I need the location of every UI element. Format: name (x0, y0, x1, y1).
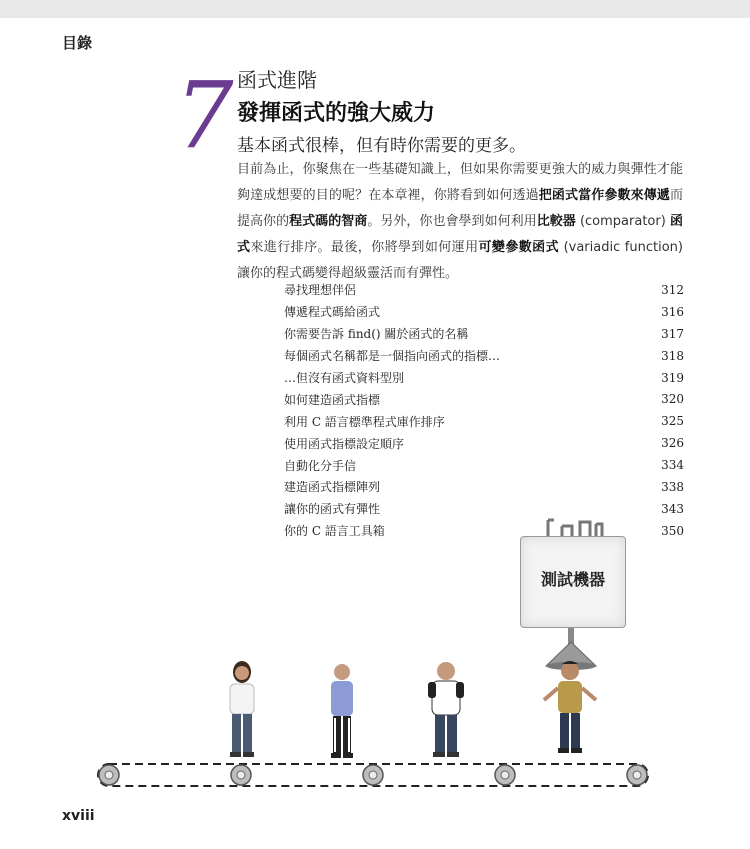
toc-entry-page: 343 (661, 501, 684, 516)
toc-entry-page: 317 (661, 326, 684, 341)
toc-entry[interactable] (284, 323, 684, 345)
toc-entry[interactable] (284, 345, 684, 367)
toc-entry[interactable] (284, 279, 684, 301)
intro-text: 而提高你的 (237, 188, 683, 229)
chapter-kicker: 函式進階 (237, 68, 317, 92)
toc-entry[interactable] (284, 388, 684, 410)
machine-label: 測試機器 (540, 570, 605, 589)
toc-entry-title: 如何建造函式指標 (284, 392, 381, 407)
toc-entry-page: 350 (661, 523, 684, 538)
running-header: 目錄 (62, 34, 93, 52)
toc-entry-title: 尋找理想伴侶 (284, 283, 357, 298)
chapter-title: 發揮函式的強大威力 (237, 101, 436, 126)
toc-entry-title: 自動化分手信 (284, 458, 357, 473)
conveyor-belt (96, 762, 650, 788)
intro-text: (variadic function) 讓你的程式碼變得超級靈活而有彈性。 (237, 240, 683, 281)
toc-entry-page: 319 (661, 370, 684, 385)
toc-entry[interactable] (284, 432, 684, 454)
toc-entry-title: 你的 C 語言工具箱 (284, 524, 385, 539)
chapter-intro (237, 157, 683, 287)
chapter-number: 7 (175, 62, 234, 169)
intro-text: 。另外，你也會學到如何利用 (367, 214, 537, 229)
chapter-subtitle: 基本函式很棒，但有時你需要的更多。 (237, 136, 526, 156)
toc-entry-title: 傳遞程式碼給函式 (284, 305, 381, 320)
testing-machine (510, 516, 640, 676)
toc-entry-page: 312 (661, 282, 684, 297)
intro-text: 來進行排序。最後，你將學到如何運用 (250, 240, 479, 255)
toc-entry[interactable] (284, 301, 684, 323)
toc-entry-title: …但沒有函式資料型別 (284, 371, 405, 385)
page-number: xviii (62, 808, 95, 824)
person-4 (540, 660, 600, 754)
toc-entry[interactable] (284, 476, 684, 498)
top-bar (0, 0, 750, 18)
person-2 (326, 662, 358, 758)
person-3 (426, 660, 466, 758)
toc-entry-title: 使用函式指標設定順序 (284, 436, 405, 451)
toc-entry-title: 讓你的函式有彈性 (284, 502, 381, 517)
toc-entry-title: 你需要告訴 find() 關於函式的名稱 (284, 327, 469, 342)
toc-entry[interactable] (284, 454, 684, 476)
intro-text: (comparator) (575, 214, 670, 229)
intro-emphasis: 程式碼的智商 (289, 214, 368, 229)
intro-text: 目前為止，你聚焦在一些基礎知識上，但如果你需要更強大的威力與彈性才能夠達成想要的目的呢？在本章裡，你將看到如何透過 (237, 162, 683, 203)
toc-entry-title: 建造函式指標陣列 (284, 480, 381, 495)
toc-entry[interactable] (284, 410, 684, 432)
toc-entry-page: 334 (661, 458, 684, 473)
toc-entry[interactable] (284, 367, 684, 389)
toc-entry-page: 320 (661, 392, 684, 407)
machine-sign (520, 536, 626, 628)
toc-entry-page: 325 (661, 414, 684, 429)
intro-emphasis: 函式 (237, 214, 683, 255)
intro-emphasis: 可變參數函式 (478, 240, 560, 255)
toc-entry-title: 每個函式名稱都是一個指向函式的指標… (284, 349, 501, 364)
intro-emphasis: 把函式當作參數來傳遞 (538, 188, 670, 203)
toc-entry-page: 338 (661, 479, 684, 494)
toc-entry-title: 利用 C 語言標準程式庫作排序 (284, 414, 445, 429)
intro-emphasis: 比較器 (536, 214, 576, 229)
toc-entry-page: 326 (661, 436, 684, 451)
person-1 (222, 660, 262, 758)
toc-entry-page: 316 (661, 304, 684, 319)
table-of-contents (284, 279, 684, 542)
toc-entry-page: 318 (661, 348, 684, 363)
